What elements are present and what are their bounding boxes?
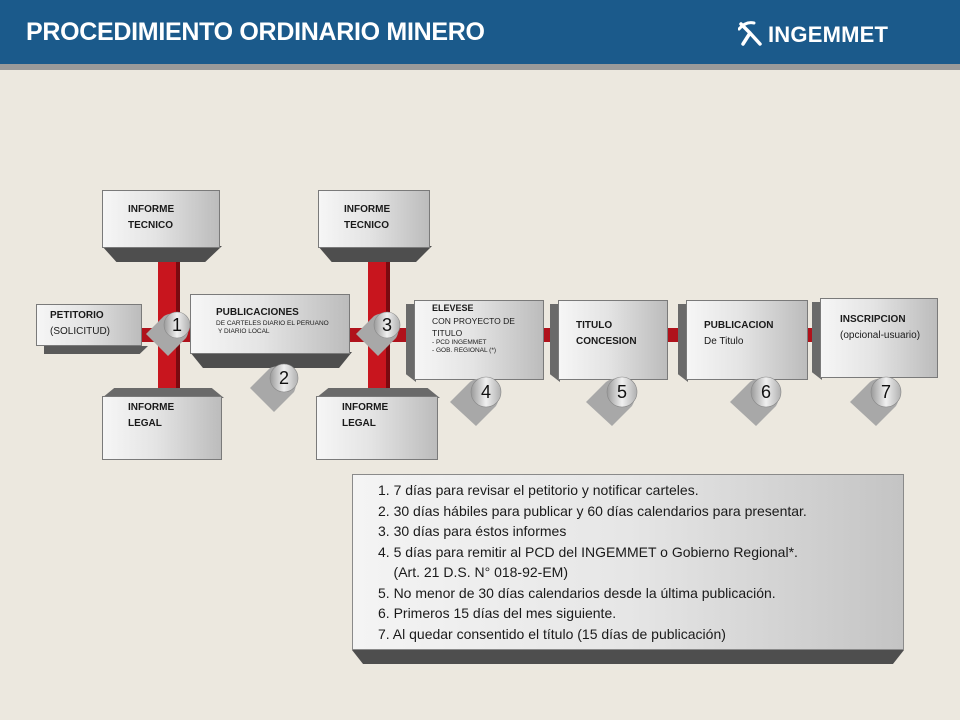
step-number-5: 5 [616,382,627,402]
petitorio-subtitle: (SOLICITUD) [50,326,110,337]
note-item: 3. 30 días para éstos informes [378,523,567,539]
publicaciones-title: PUBLICACIONES [216,307,299,318]
note-item: 1. 7 días para revisar el petitorio y notificar carteles. [378,482,699,498]
step-marker-3 [352,308,402,356]
informe-legal-2-line1: INFORME [342,402,389,413]
step-number-7: 7 [880,382,891,402]
notes-list [378,480,807,644]
step-number-2: 2 [278,368,289,388]
step-marker-1 [142,308,192,356]
note-item: 4. 5 días para remitir al PCD del INGEMMET o Gobierno Regional*. [378,543,798,560]
step-marker-6 [726,370,784,426]
notes-box [352,474,904,664]
box-informe-tecnico-2 [318,190,432,264]
note-item: (Art. 21 D.S. N° 018-92-EM) [378,564,568,580]
step-marker-4 [446,370,504,426]
step-marker-7 [846,370,904,426]
step-number-1: 1 [171,315,182,335]
step-marker-5 [582,370,640,426]
elevese-line4: - GOB. REGIONAL (*) [432,347,497,354]
informe-legal-2-line2: LEGAL [342,418,376,429]
box-petitorio [36,304,148,354]
titulo-concesion-line2: CONCESION [576,336,637,347]
note-item: 6. Primeros 15 días del mes siguiente. [378,605,617,621]
informe-legal-1-line2: LEGAL [128,418,162,429]
informe-tecnico-1-line1: INFORME [128,204,175,215]
notes-box-shadow [352,650,904,664]
publicacion-titulo-line2: De Titulo [704,336,744,347]
publicaciones-line2: Y DIARIO LOCAL [218,328,270,335]
logo-text: INGEMMET [768,22,889,47]
step-number-6: 6 [760,382,771,402]
publicacion-titulo-line1: PUBLICACION [704,320,774,331]
box-informe-legal-1 [102,388,224,462]
elevese-line3: - PCD INGEMMET [432,339,487,346]
note-item: 7. Al quedar consentido el título (15 días de publicación) [378,625,726,642]
inscripcion-line1: INSCRIPCION [840,314,906,325]
informe-tecnico-2-line1: INFORME [344,204,391,215]
publicaciones-line1: DE CARTELES DIARIO EL PERUANO [216,320,329,327]
informe-legal-1-line1: INFORME [128,402,175,413]
petitorio-title: PETITORIO [50,310,104,321]
elevese-title: ELEVESE [432,303,474,313]
box-informe-tecnico-1 [102,190,222,264]
page-title: PROCEDIMIENTO ORDINARIO MINERO [26,18,485,46]
step-marker-2 [246,358,302,412]
elevese-line1: CON PROYECTO DE [432,316,515,326]
inscripcion-line2: (opcional-usuario) [840,330,921,341]
header-bar [0,0,960,64]
informe-tecnico-2-line2: TECNICO [344,220,389,231]
box-inscripcion [812,298,938,380]
informe-tecnico-1-line2: TECNICO [128,220,173,231]
note-item: 5. No menor de 30 días calendarios desde la última publicación. [378,584,776,601]
step-number-3: 3 [381,315,392,335]
box-informe-legal-2 [316,388,440,462]
elevese-line2: TITULO [432,328,463,338]
pickaxe-icon [738,20,766,48]
titulo-concesion-line1: TITULO [576,320,613,331]
step-number-4: 4 [480,382,491,402]
note-item: 2. 30 días hábiles para publicar y 60 días calendarios para presentar. [378,502,807,519]
